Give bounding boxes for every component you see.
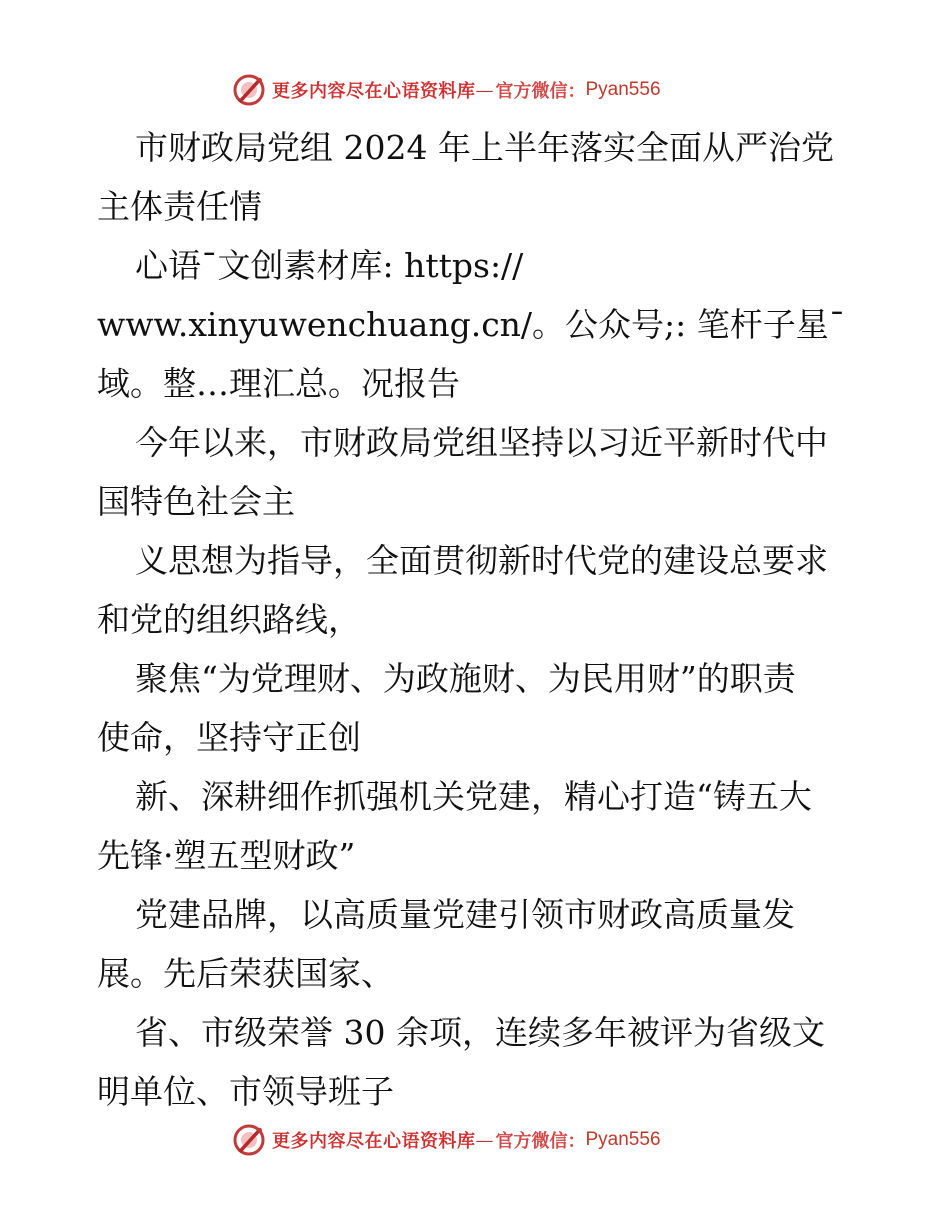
banner-wechat-id: Pyan556 bbox=[585, 1129, 661, 1150]
body-line: 和党的组织路线， bbox=[97, 600, 361, 639]
quill-seal-logo-icon bbox=[232, 1123, 266, 1157]
body-line: 党建品牌，以高质量党建引领市财政高质量发 bbox=[135, 895, 795, 934]
footer-watermark-banner bbox=[232, 1120, 661, 1160]
body-line: 先锋·塑五型财政” bbox=[97, 836, 356, 875]
banner-wechat-id: Pyan556 bbox=[585, 79, 661, 100]
banner-wechat-label: 官方微信： bbox=[495, 81, 586, 102]
body-line: 展。先后荣获国家、 bbox=[97, 954, 394, 993]
banner-text: 更多内容尽在心语资料库 bbox=[272, 1131, 476, 1152]
body-line: 义思想为指导，全面贯彻新时代党的建设总要求 bbox=[135, 541, 828, 580]
body-line: 明单位、市领导班子 bbox=[97, 1072, 394, 1111]
body-line: 聚焦“为党理财、为政施财、为民用财”的职责 bbox=[135, 659, 796, 698]
body-line: 域。整…理汇总。况报告 bbox=[97, 364, 460, 403]
body-line: 国特色社会主 bbox=[97, 482, 295, 521]
banner-text: 更多内容尽在心语资料库 bbox=[272, 81, 476, 102]
body-line: 新、深耕细作抓强机关党建，精心打造“铸五大 bbox=[135, 777, 812, 816]
body-line: 使命，坚持守正创 bbox=[97, 718, 361, 757]
body-line: 省、市级荣誉 30 余项，连续多年被评为省级文 bbox=[135, 1013, 825, 1052]
header-watermark-banner bbox=[232, 70, 661, 110]
banner-separator: — bbox=[475, 79, 494, 101]
body-line: 主体责任情 bbox=[97, 187, 262, 226]
document-body bbox=[97, 118, 857, 1121]
body-line: 市财政局党组 2024 年上半年落实全面从严治党 bbox=[135, 128, 834, 167]
quill-seal-logo-icon bbox=[232, 73, 266, 107]
banner-separator: — bbox=[475, 1129, 494, 1151]
body-line: www.xinyuwenchuang.cn/。公众号;: 笔杆子星¯ bbox=[97, 305, 846, 344]
body-line: 今年以来，市财政局党组坚持以习近平新时代中 bbox=[135, 423, 828, 462]
banner-wechat-label: 官方微信： bbox=[495, 1131, 586, 1152]
body-line: 心语¯文创素材库: https:// bbox=[135, 246, 524, 285]
